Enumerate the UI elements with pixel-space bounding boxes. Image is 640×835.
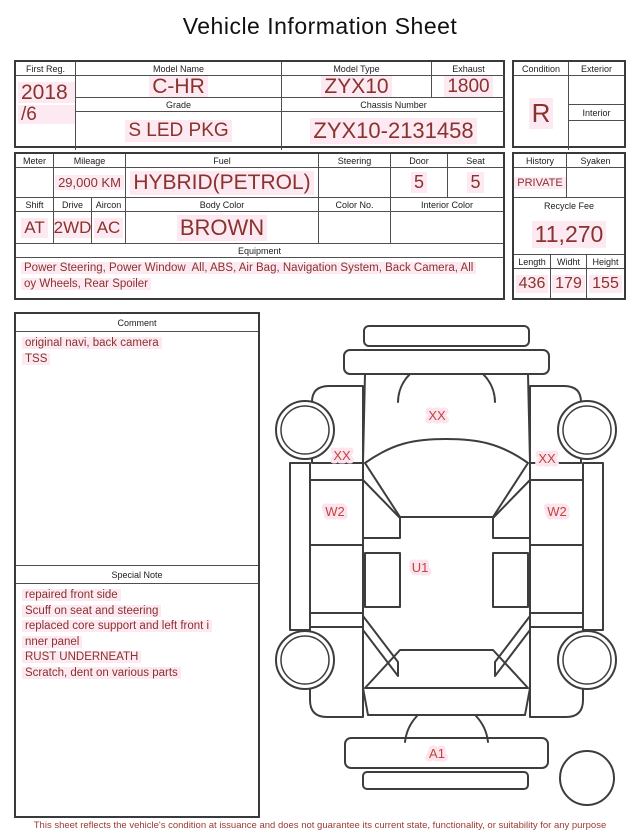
shift-label: Shift [16,198,54,212]
spec-row-1 [16,154,503,198]
roof-box-right [493,553,528,607]
drive-label: Drive [54,198,92,212]
chassis-number-label: Chassis Number [282,98,505,112]
rear-right-wheel [558,631,616,689]
exhaust-label: Exhaust [432,62,505,76]
drive-value: 2WD [54,212,92,243]
steering-label: Steering [319,154,391,168]
damage-label-right-fender: XX [538,451,556,466]
history-section [514,154,624,198]
model-name-label: Model Name [76,62,282,76]
c-pillar-left [363,616,398,676]
damage-label-left-fender: XX [333,448,351,463]
grade-value: S LED PKG [76,112,282,150]
exterior-label: Exterior [569,62,624,76]
comment-panel [14,312,260,818]
spare-tire [560,751,614,805]
meter-label: Meter [16,154,54,168]
front-bumper-strip [364,326,529,346]
model-info-table [14,60,505,148]
equipment-label: Equipment [16,244,503,258]
spec-row-2 [16,198,503,244]
right-sill [583,463,603,630]
door-label: Door [391,154,448,168]
left-rear-door [310,545,363,613]
front-bumper [344,350,549,374]
steering-value [319,168,391,197]
damage-label-left-door: W2 [325,504,345,519]
front-left-wheel [276,401,334,459]
interior-label: Interior [569,105,624,121]
interior-color-value [391,212,503,243]
cowl-arc-right [483,374,495,402]
comment-label: Comment [16,314,258,332]
length-label: Length [514,255,551,269]
special-note-label: Special Note [16,565,258,584]
rear-left-wheel [276,631,334,689]
front-right-wheel [558,401,616,459]
first-reg-value [16,76,76,150]
recycle-fee-value: 11,270 [514,214,624,254]
first-reg-month: /6 [18,105,75,124]
special-note-text: repaired front side Scuff on seat and steering replaced core support and left front i nner panel RUST UNDERNEATH Scratch, dent on various parts [16,584,258,816]
damage-label-floor: U1 [411,560,429,575]
aircon-label: Aircon [92,198,126,212]
model-name-value: C-HR [76,76,282,98]
condition-label: Condition [514,62,569,76]
model-type-label: Model Type [282,62,432,76]
body-color-label: Body Color [126,198,319,212]
interior-color-label: Interior Color [391,198,503,212]
syaken-value [567,168,624,197]
height-label: Height [587,255,624,269]
history-label: History [514,154,567,168]
chassis-number-value: ZYX10-2131458 [282,112,505,150]
equipment-value: Power Steering, Power Window All, ABS, Air Bag, Navigation System, Back Camera, All oy Wheels, Rear Spoiler [16,258,503,295]
right-rear-door [530,545,583,613]
equipment-section [16,244,503,295]
first-reg-year: 2018 [18,82,75,103]
c-pillar-right [495,616,530,676]
cowl-arc-left [398,374,410,402]
history-fee-table [512,152,626,300]
rear-bumper [345,738,548,768]
meter-value [16,168,54,197]
roof-box-left [365,553,400,607]
left-sill [290,463,310,630]
shift-value: AT [16,212,54,243]
history-value: PRIVATE [514,168,567,197]
car-damage-diagram [265,310,640,825]
damage-label-hood: XX [428,408,446,423]
length-value: 436 [514,269,551,298]
windshield [365,439,528,517]
aircon-value: AC [92,212,126,243]
grade-label: Grade [76,98,282,112]
mileage-value: 29,000 KM [54,168,126,197]
exhaust-value: 1800 [432,76,505,98]
recycle-fee-label: Recycle Fee [543,201,595,211]
syaken-label: Syaken [567,154,624,168]
first-reg-label: First Reg. [16,62,76,76]
damage-label-rear-bumper: A1 [429,746,445,761]
condition-value: R [514,76,569,150]
model-type-value: ZYX10 [282,76,432,98]
width-label: Widht [551,255,587,269]
exterior-value [569,76,624,105]
body-color-value: BROWN [126,212,319,243]
recycle-fee-section [514,198,624,255]
damage-label-right-door: W2 [547,504,567,519]
color-no-label: Color No. [319,198,391,212]
condition-table [512,60,626,148]
rear-window [365,650,528,688]
dimensions-section [514,255,624,298]
color-no-value [319,212,391,243]
disclaimer-text: This sheet reflects the vehicle's condition at issuance and does not guarantee its current state, functionality, or suitability for any purpose [33,820,607,831]
fuel-value: HYBRID(PETROL) [126,168,319,197]
spec-table [14,152,505,300]
comment-text: original navi, back camera TSS [16,332,258,565]
seat-value: 5 [448,168,503,197]
interior-value [569,121,624,150]
page-title: Vehicle Information Sheet [182,13,458,39]
width-value: 179 [551,269,587,298]
rear-bumper-strip [363,772,528,789]
seat-label: Seat [448,154,503,168]
height-value: 155 [587,269,624,298]
door-value: 5 [391,168,448,197]
fuel-label: Fuel [126,154,319,168]
mileage-label: Mileage [54,154,126,168]
